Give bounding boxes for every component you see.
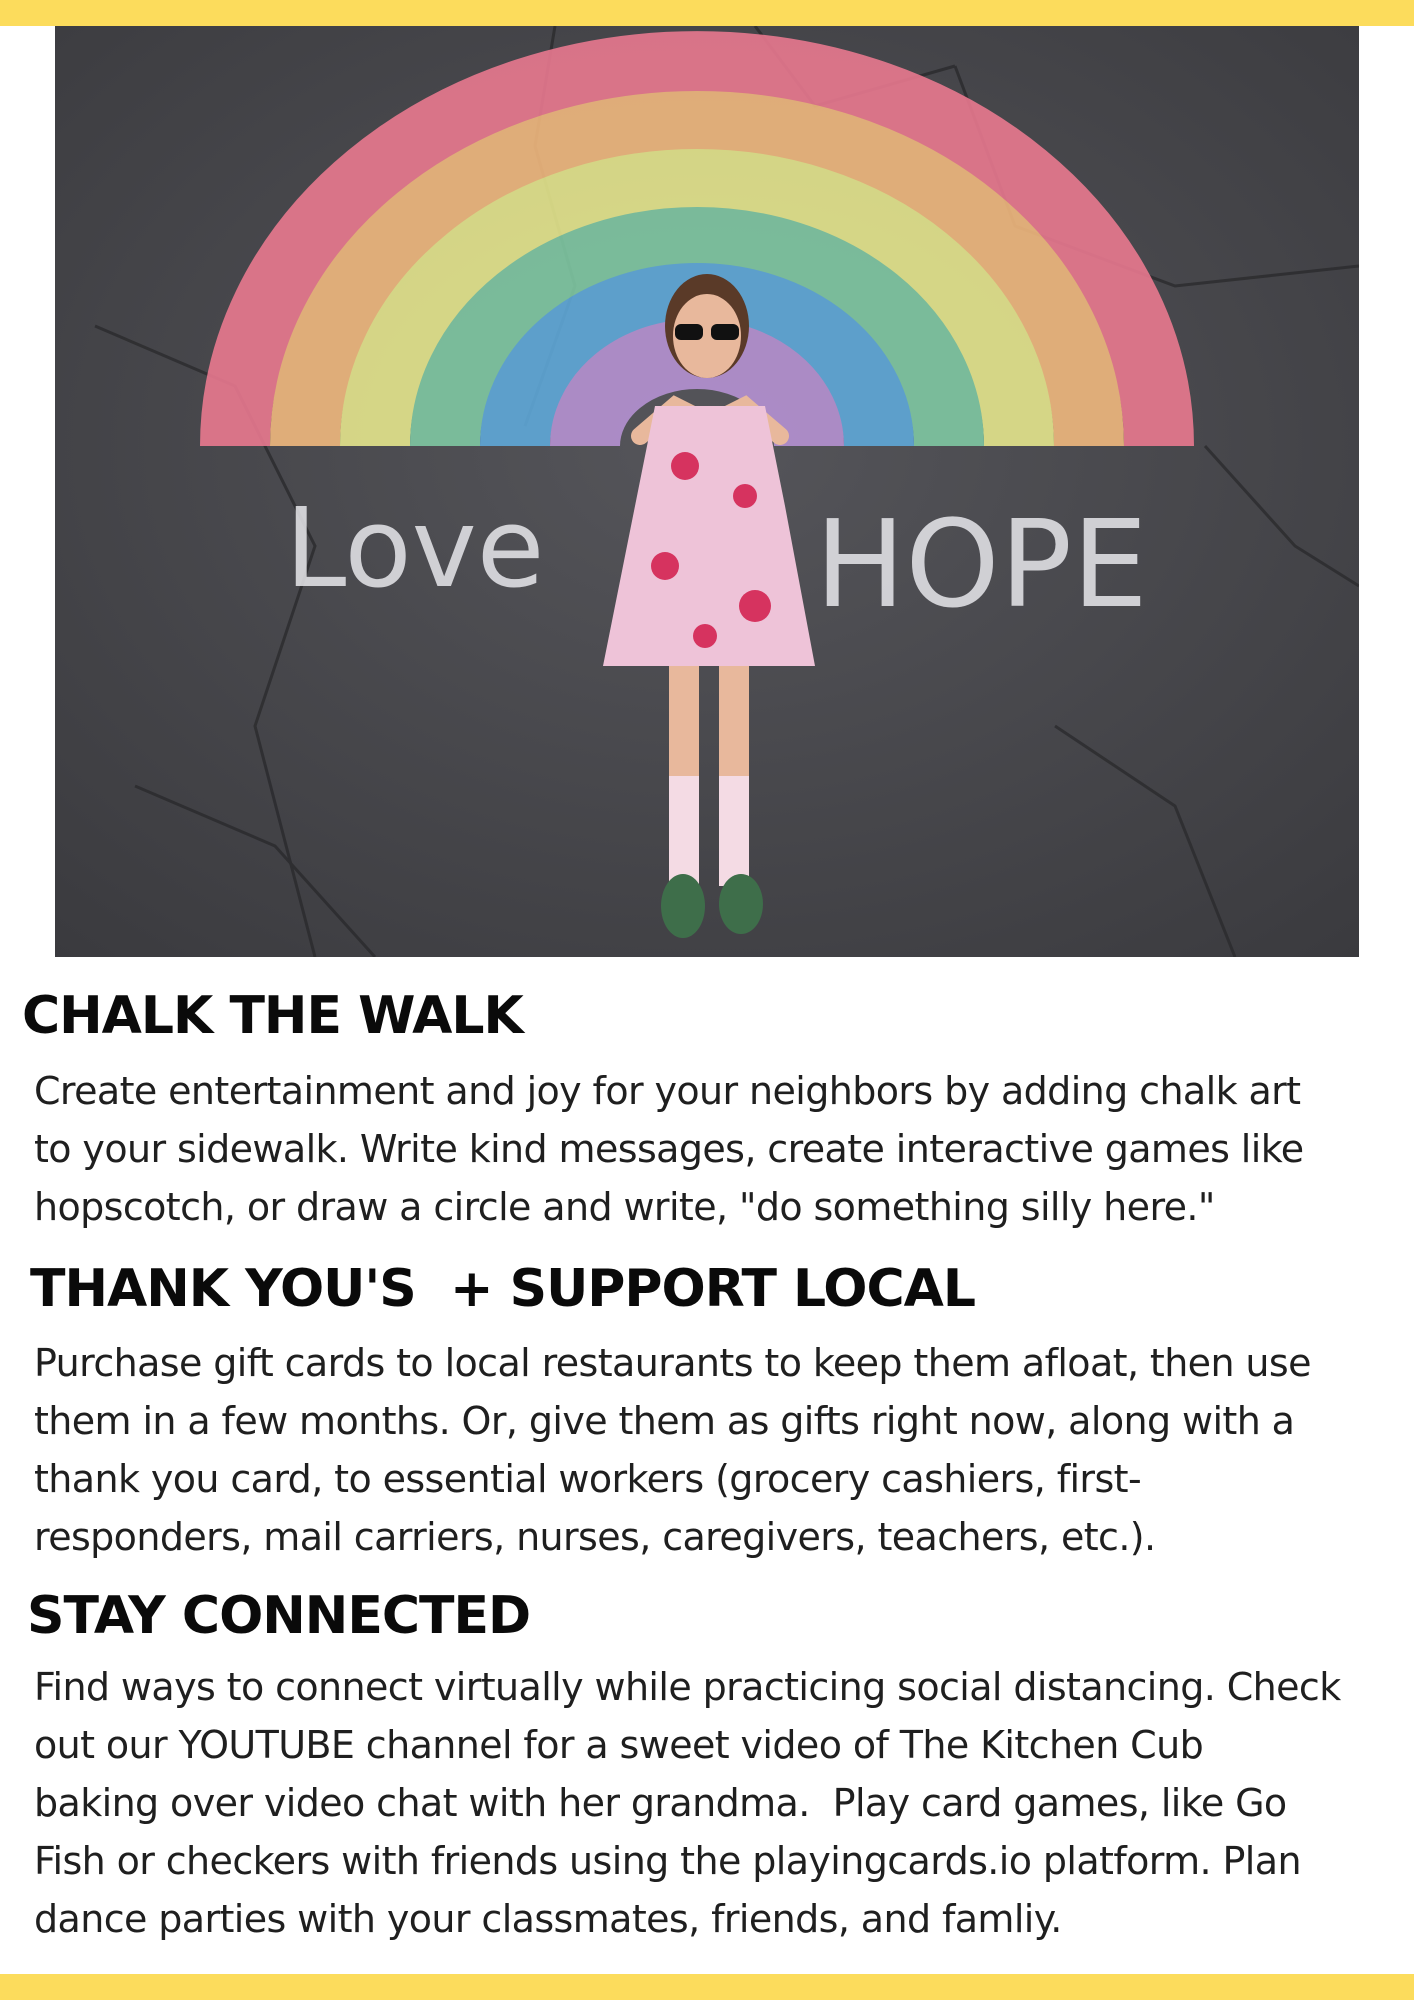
body-line: Fish or checkers with friends using the playingcards.io platform. Plan [34, 1839, 1301, 1883]
body-line: Find ways to connect virtually while practicing social distancing. Check [34, 1665, 1341, 1709]
body-line: thank you card, to essential workers (grocery cashiers, first- [34, 1457, 1142, 1501]
body-line: out our YOUTUBE channel for a sweet video of The Kitchen Cub [34, 1723, 1204, 1767]
body-line: dance parties with your classmates, friends, and famliy. [34, 1897, 1062, 1941]
body-line: baking over video chat with her grandma. Play card games, like Go [34, 1781, 1287, 1825]
body-line: to your sidewalk. Write kind messages, create interactive games like [34, 1127, 1304, 1171]
top-accent-bar [0, 0, 1414, 26]
section-heading-thank-yous-support-local: THANK YOU'S + SUPPORT LOCAL [30, 1259, 976, 1319]
section-body-thank-yous-support-local [34, 1334, 1374, 1566]
section-body-stay-connected [34, 1658, 1374, 1948]
body-line: them in a few months. Or, give them as gifts right now, along with a [34, 1399, 1295, 1443]
chalk-word-hope: HOPE [815, 496, 1148, 635]
section-body-chalk-the-walk [34, 1062, 1374, 1236]
chalk-word-love: Love [285, 484, 545, 612]
bottom-accent-bar [0, 1974, 1414, 2000]
section-heading-chalk-the-walk: CHALK THE WALK [22, 986, 523, 1046]
body-line: Purchase gift cards to local restaurants to keep them afloat, then use [34, 1341, 1311, 1385]
section-heading-stay-connected: STAY CONNECTED [27, 1586, 531, 1646]
body-line: Create entertainment and joy for your neighbors by adding chalk art [34, 1069, 1301, 1113]
body-line: hopscotch, or draw a circle and write, "do something silly here." [34, 1185, 1215, 1229]
chalk-rainbow-photo [55, 26, 1359, 957]
body-line: responders, mail carriers, nurses, caregivers, teachers, etc.). [34, 1515, 1156, 1559]
